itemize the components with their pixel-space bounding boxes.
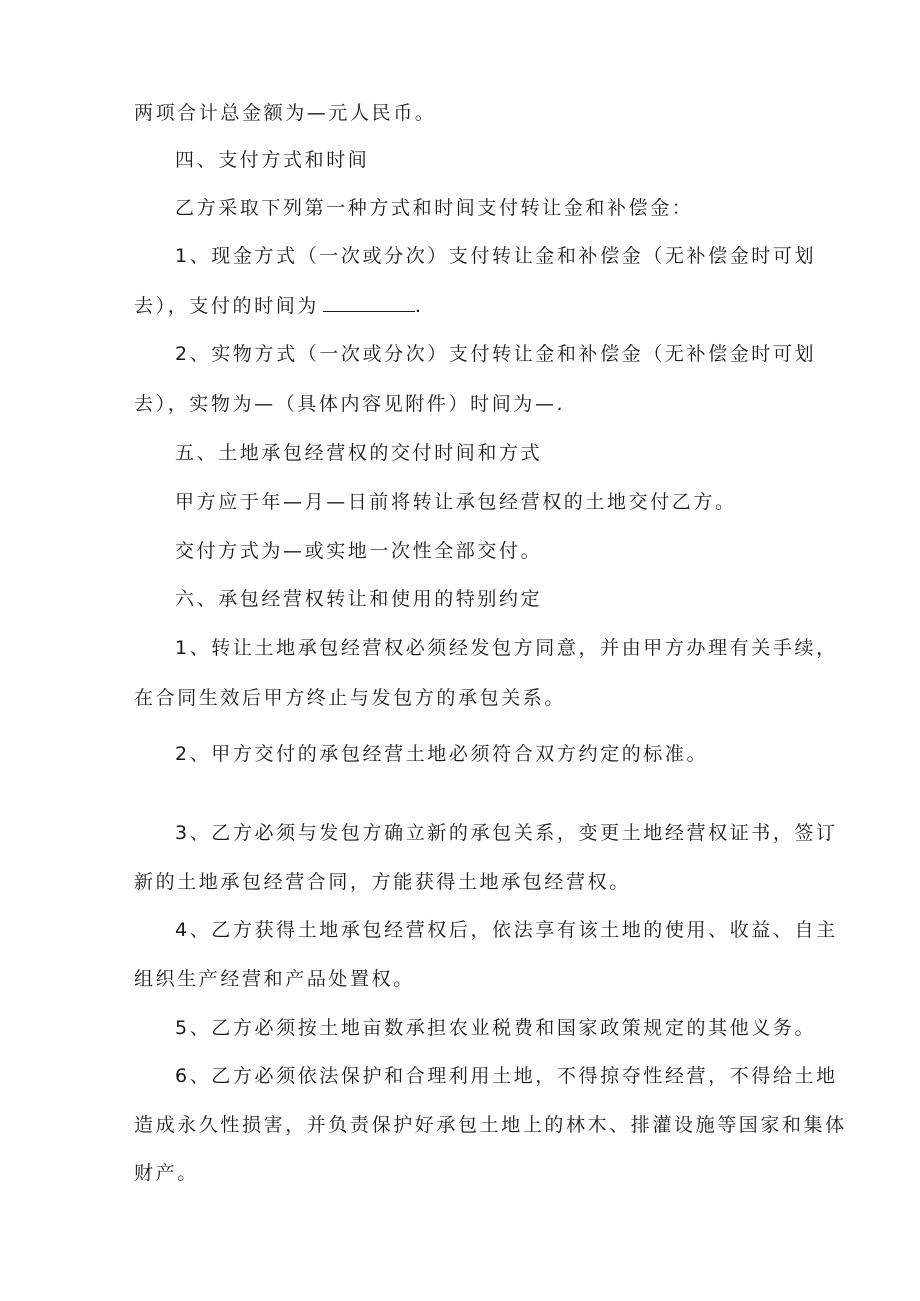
paragraph-delivery-method: 交付方式为—或实地一次性全部交付。	[175, 540, 543, 562]
section-heading-delivery: 五、土地承包经营权的交付时间和方式	[175, 442, 543, 464]
clause-cash-line-1: 1、现金方式（一次或分次）支付转让金和补偿金（无补偿金时可划	[175, 245, 817, 267]
clause-goods-line-1: 2、实物方式（一次或分次）支付转让金和补偿金（无补偿金时可划	[175, 343, 817, 365]
clause-4-line-2: 组织生产经营和产品处置权。	[134, 968, 415, 990]
clause-5: 5、乙方必须按土地亩数承担农业税费和国家政策规定的其他义务。	[175, 1017, 817, 1039]
blank-line	[323, 293, 415, 312]
clause-1-line-1: 1、转让土地承包经营权必须经发包方同意，并由甲方办理有关手续，	[175, 637, 838, 659]
clause-3-line-1: 3、乙方必须与发包方确立新的承包关系，变更土地经营权证书，签订	[175, 822, 838, 844]
clause-6-line-2: 造成永久性损害，并负责保护好承包土地上的林木、排灌设施等国家和集体	[134, 1114, 847, 1136]
section-heading-special-terms: 六、承包经营权转让和使用的特别约定	[175, 588, 543, 610]
clause-3-line-2: 新的土地承包经营合同，方能获得土地承包经营权。	[134, 871, 631, 893]
clause-6-line-1: 6、乙方必须依法保护和合理利用土地，不得掠夺性经营，不得给土地	[175, 1065, 838, 1087]
paragraph-total-amount: 两项合计总金额为—元人民币。	[134, 102, 437, 124]
paragraph-delivery-date: 甲方应于年—月—日前将转让承包经营权的土地交付乙方。	[175, 491, 737, 513]
clause-cash-line-2	[134, 293, 424, 318]
clause-goods-line-2: 去），实物为—（具体内容见附件）时间为—.	[134, 393, 566, 415]
section-heading-payment: 四、支付方式和时间	[175, 149, 370, 171]
clause-4-line-1: 4、乙方获得土地承包经营权后，依法享有该土地的使用、收益、自主	[175, 919, 838, 941]
clause-2: 2、甲方交付的承包经营土地必须符合双方约定的标准。	[175, 743, 709, 765]
clause-6-line-3: 财产。	[134, 1162, 199, 1184]
clause-cash-text: 去），支付的时间为	[134, 295, 319, 317]
clause-1-line-2: 在合同生效后甲方终止与发包方的承包关系。	[134, 687, 567, 709]
paragraph-payment-intro: 乙方采取下列第一种方式和时间支付转让金和补偿金：	[175, 197, 694, 219]
period: .	[414, 295, 424, 317]
